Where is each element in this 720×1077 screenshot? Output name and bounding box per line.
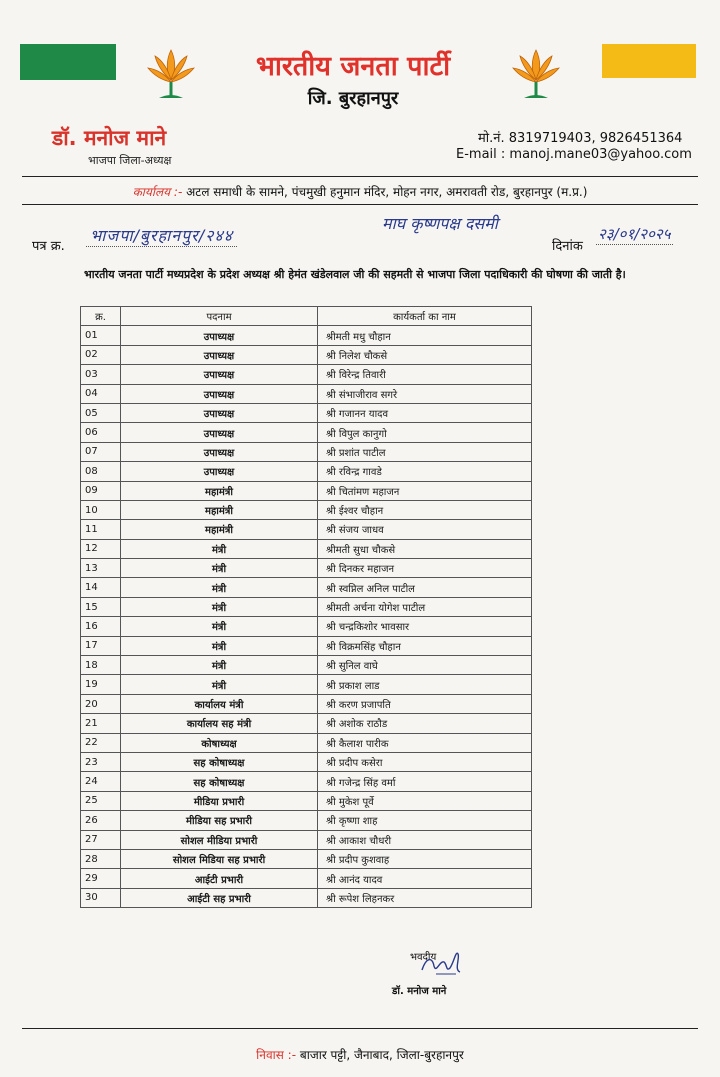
serial-number: 12 [81,539,121,558]
post-title: मंत्री [121,675,318,694]
office-bearers-table [80,306,532,908]
post-title: आईटी प्रभारी [121,869,318,888]
serial-number: 02 [81,345,121,364]
member-name: श्री ईश्वर चौहान [318,500,532,519]
table-row [81,752,532,771]
post-title: मंत्री [121,617,318,636]
table-row [81,345,532,364]
table-row [81,500,532,519]
table-row [81,656,532,675]
table-row [81,714,532,733]
member-name: श्री चितांमण महाजन [318,481,532,500]
announcement-text: भारतीय जनता पार्टी मध्यप्रदेश के प्रदेश अध्यक्ष श्री हेमंत खंडेलवाल जी की सहमती से भाजपा जिला पदाधिकारी की घोषणा की जाती है। [84,268,626,281]
table-row [81,578,532,597]
table-row [81,617,532,636]
residence-address-text: बाजार पट्टी, जैनाबाद, जिला-बुरहानपुर [299,1048,464,1062]
table-row [81,772,532,791]
serial-number: 09 [81,481,121,500]
post-title: उपाध्यक्ष [121,462,318,481]
member-name: श्री विपुल कानुगो [318,423,532,442]
serial-number: 04 [81,384,121,403]
serial-number: 24 [81,772,121,791]
member-name: श्री चन्द्रकिशोर भावसार [318,617,532,636]
member-name: श्री मुकेश पूर्वे [318,791,532,810]
member-name: श्री संजय जाधव [318,520,532,539]
header-rule [22,176,698,177]
lotus-icon [510,44,562,106]
party-name: भारतीय जनता पार्टी [255,51,451,82]
member-name: श्री कैलाश पारीक [318,733,532,752]
post-title: सोशल मीडिया प्रभारी [121,830,318,849]
table-row [81,481,532,500]
table-row [81,636,532,655]
member-name: श्री विरेन्द्र तिवारी [318,365,532,384]
serial-number: 22 [81,733,121,752]
member-name: श्री प्रदीप कुशवाह [318,849,532,868]
post-title: मंत्री [121,539,318,558]
member-name: श्री कृष्णा शाह [318,811,532,830]
serial-number: 11 [81,520,121,539]
serial-number: 20 [81,694,121,713]
signature-image [416,940,466,980]
serial-number: 10 [81,500,121,519]
member-name: श्रीमती सुधा चौकसे [318,539,532,558]
table-row [81,675,532,694]
member-name: श्री संभाजीराव सगरे [318,384,532,403]
green-color-band [20,44,116,80]
table-row [81,539,532,558]
column-header-post: पदनाम [121,307,318,326]
post-title: मंत्री [121,597,318,616]
serial-number: 29 [81,869,121,888]
saffron-color-band [602,44,696,78]
table-row [81,733,532,752]
serial-number: 15 [81,597,121,616]
table-row [81,520,532,539]
post-title: मंत्री [121,636,318,655]
table-header-row [81,307,532,326]
post-title: उपाध्यक्ष [121,423,318,442]
member-name: श्री करण प्रजापति [318,694,532,713]
email-address: E-mail : manoj.mane03@yahoo.com [456,147,692,162]
table-row [81,559,532,578]
serial-number: 28 [81,849,121,868]
serial-number: 03 [81,365,121,384]
serial-number: 19 [81,675,121,694]
serial-number: 23 [81,752,121,771]
serial-number: 07 [81,442,121,461]
table-row [81,830,532,849]
member-name: श्री सुनिल वाघे [318,656,532,675]
post-title: मंत्री [121,656,318,675]
address-rule [22,204,698,205]
table-row [81,326,532,345]
column-header-name: कार्यकर्ता का नाम [318,307,532,326]
post-title: आईटी सह प्रभारी [121,888,318,907]
member-name: श्री विक्रमसिंह चौहान [318,636,532,655]
table-row [81,888,532,907]
footer-rule [22,1028,698,1029]
residence-address [22,1046,698,1063]
serial-number: 05 [81,403,121,422]
member-name: श्री रूपेश लिहनकर [318,888,532,907]
post-title: उपाध्यक्ष [121,403,318,422]
serial-number: 08 [81,462,121,481]
post-title: महामंत्री [121,500,318,519]
member-name: श्री गजानन यादव [318,403,532,422]
table-row [81,384,532,403]
sender-title: भाजपा जिला-अध्यक्ष [88,154,172,167]
signer-name: डॉ. मनोज माने [392,986,447,997]
member-name: श्री निलेश चौकसे [318,345,532,364]
office-address-text: अटल समाधी के सामने, पंचमुखी हनुमान मंदिर, मोहन नगर, अमरावती रोड, बुरहानपुर (म.प्र.) [186,185,588,199]
table-row [81,442,532,461]
table-row [81,791,532,810]
serial-number: 13 [81,559,121,578]
closing-salutation: भवदीय [410,952,437,963]
serial-number: 16 [81,617,121,636]
table-row [81,365,532,384]
post-title: मंत्री [121,578,318,597]
member-name: श्री गजेन्द्र सिंह वर्मा [318,772,532,791]
member-name: श्री अशोक राठौड [318,714,532,733]
serial-number: 14 [81,578,121,597]
residence-label: निवास :- [256,1048,297,1062]
table-row [81,597,532,616]
tithi-note: माघ कृष्णपक्ष दसमी [382,214,498,233]
serial-number: 17 [81,636,121,655]
table-row [81,811,532,830]
date-label: दिनांक [552,239,583,254]
table-row [81,869,532,888]
serial-number: 27 [81,830,121,849]
reference-label: पत्र क्र. [32,239,65,254]
table-row [81,423,532,442]
member-name: श्री रविन्द्र गावडे [318,462,532,481]
member-name: श्री प्रदीप कसेरा [318,752,532,771]
post-title: सोशल मिडिया सह प्रभारी [121,849,318,868]
post-title: उपाध्यक्ष [121,384,318,403]
post-title: उपाध्यक्ष [121,345,318,364]
post-title: उपाध्यक्ष [121,442,318,461]
serial-number: 30 [81,888,121,907]
reference-number: भाजपा/बुरहानपुर/२४४ [86,224,237,247]
table-row [81,462,532,481]
member-name: श्री दिनकर महाजन [318,559,532,578]
serial-number: 21 [81,714,121,733]
office-label: कार्यालय :- [132,185,183,199]
post-title: मीडिया सह प्रभारी [121,811,318,830]
serial-number: 01 [81,326,121,345]
office-address [22,183,698,200]
table-row [81,849,532,868]
post-title: महामंत्री [121,520,318,539]
phone-numbers: मो.नं. 8319719403, 9826451364 [478,131,683,146]
sender-name: डॉ. मनोज माने [52,126,167,150]
post-title: कोषाध्यक्ष [121,733,318,752]
member-name: श्री आकाश चौधरी [318,830,532,849]
member-name: श्री प्रशांत पाटील [318,442,532,461]
member-name: श्रीमती अर्चना योगेश पाटील [318,597,532,616]
post-title: महामंत्री [121,481,318,500]
post-title: सह कोषाध्यक्ष [121,752,318,771]
post-title: कार्यालय सह मंत्री [121,714,318,733]
serial-number: 25 [81,791,121,810]
serial-number: 18 [81,656,121,675]
member-name: श्री स्वप्निल अनिल पाटील [318,578,532,597]
date-value: २३/०१/२०२५ [598,225,671,243]
member-name: श्रीमती मधु चौहान [318,326,532,345]
table-row [81,694,532,713]
post-title: उपाध्यक्ष [121,365,318,384]
table-row [81,403,532,422]
column-header-serial: क्र. [81,307,121,326]
post-title: सह कोषाध्यक्ष [121,772,318,791]
post-title: कार्यालय मंत्री [121,694,318,713]
member-name: श्री प्रकाश लाड [318,675,532,694]
member-name: श्री आनंद यादव [318,869,532,888]
serial-number: 26 [81,811,121,830]
lotus-icon [145,44,197,106]
post-title: मीडिया प्रभारी [121,791,318,810]
district-name: जि. बुरहानपुर [307,88,399,109]
post-title: मंत्री [121,559,318,578]
serial-number: 06 [81,423,121,442]
post-title: उपाध्यक्ष [121,326,318,345]
